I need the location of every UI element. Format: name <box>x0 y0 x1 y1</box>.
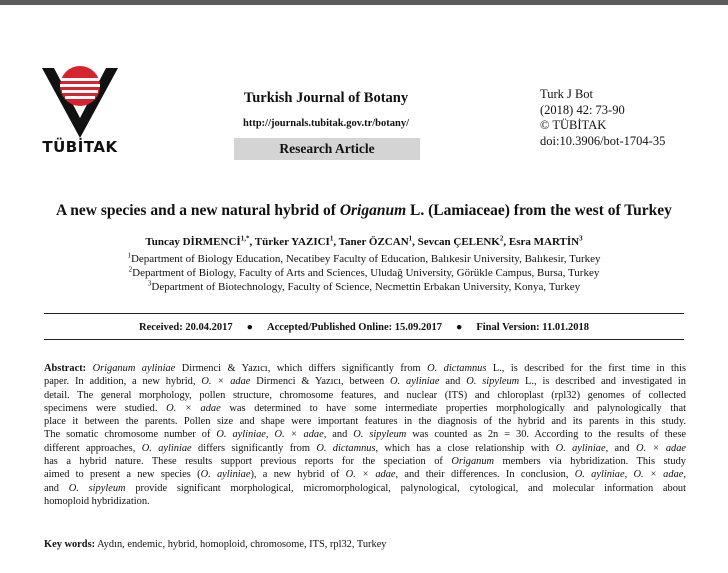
abstract-italic-run: O. dictamnus <box>316 442 376 454</box>
abstract-italic-run: O. ayliniae <box>555 442 606 454</box>
abstract-text-run: paper. In addition, a new hybrid, <box>44 376 202 388</box>
abstract-text-run: homoploid hybridization. <box>44 495 150 507</box>
abstract-text-run: different approaches, <box>44 442 142 454</box>
divider-top <box>44 313 684 314</box>
abstract-text-run: was counted as 2n = 30. According to the results of these <box>406 429 687 441</box>
affiliation <box>20 280 708 294</box>
abstract-text-run: provide significant morphological, micromorphological, palynological, cytological, and molecular information about <box>125 482 686 494</box>
affiliation <box>20 252 708 266</box>
author-affil-sup: 1,* <box>240 234 250 243</box>
abstract-italic-run: O. ayliniae <box>200 469 251 481</box>
journal-meta <box>540 87 710 149</box>
abstract-italic-run: O. × adae <box>166 402 221 414</box>
date-separator: ● <box>456 322 463 333</box>
affiliation-text: Department of Biology, Faculty of Arts and Sciences, Uludağ University, Görükle Campus, Bursa, Turkey <box>132 267 600 279</box>
abstract-italic-run: O. sipyleum <box>68 482 126 494</box>
author-name: Türker YAZICI <box>254 236 330 248</box>
abstract-text-run: ), a new hybrid of <box>250 469 346 481</box>
author-name: Tuncay DİRMENCİ <box>145 236 241 248</box>
abstract-italic-run: O. ayliniae, O. × adae <box>574 469 684 481</box>
abstract-italic-run: O. ayliniae <box>390 376 440 388</box>
abstract-italic-run: O. × adae <box>635 442 687 454</box>
abstract-text-run: Dirmenci & Yazıcı, which differs significantly from <box>175 363 428 374</box>
abstract-text-run: members via hybridization. This study <box>494 456 686 468</box>
abstract-text-run: and <box>44 482 69 494</box>
paper-title <box>20 202 708 220</box>
title-after: L. (Lamiaceae) from the west of Turkey <box>406 202 672 219</box>
abstract-line <box>44 415 686 428</box>
author-name: Sevcan ÇELENK <box>417 236 500 248</box>
abstract-line <box>44 495 686 508</box>
received-date: Received: 20.04.2017 <box>139 322 233 333</box>
logo-text: TÜBİTAK <box>42 138 118 156</box>
author-affil-sup: 1 <box>329 234 334 243</box>
author-name: Taner ÖZCAN <box>338 236 409 248</box>
abstract-text-run: has a hybrid nature. These results support previous reports for the speciation of <box>44 456 452 468</box>
abstract <box>44 362 686 508</box>
author-affil-sup: 1 <box>408 234 413 243</box>
journal-volume: (2018) 42: 73-90 <box>540 102 625 117</box>
abstract-line <box>44 455 686 468</box>
abstract-italic-run: Origanum ayliniae <box>92 363 176 374</box>
abstract-text-run: L., is described and investigated in <box>519 376 686 388</box>
abstract-line <box>44 482 686 495</box>
final-version-date: Final Version: 11.01.2018 <box>476 322 589 333</box>
abstract-line <box>44 468 686 481</box>
accepted-date: Accepted/Published Online: 15.09.2017 <box>266 322 442 333</box>
author-affil-sup: 2 <box>499 234 504 243</box>
journal-abbrev: Turk J Bot <box>540 87 594 101</box>
abstract-text-run: place it between the parents. Pollen size and shape were important features in the diagnosis of the hybrid and its parents in this study. <box>44 416 686 428</box>
tubitak-emblem-icon <box>40 64 120 138</box>
abstract-text-run: , which has a close relationship with <box>375 442 556 454</box>
abstract-italic-run: O. ayliniae <box>141 442 192 454</box>
abstract-italic-run: O. × adae <box>201 376 251 388</box>
abstract-text-run: specimens were studied. <box>44 402 167 414</box>
abstract-label: Abstract: <box>44 363 87 374</box>
keywords <box>44 539 686 550</box>
tubitak-logo <box>40 64 120 156</box>
abstract-text-run: and <box>439 376 467 388</box>
journal-doi[interactable]: doi:10.3906/bot-1704-35 <box>540 133 666 148</box>
affiliation-sup: 1 <box>127 251 131 260</box>
abstract-line <box>44 389 686 402</box>
keywords-text: Aydın, endemic, hybrid, homoploid, chromosome, ITS, rpl32, Turkey <box>95 539 387 550</box>
abstract-line <box>44 428 686 441</box>
abstract-line <box>44 362 686 375</box>
author-list: Tuncay $DİRMENCİ^{1,*}$, Türker YAZICI$^1$, Taner ÖZCAN$^1$, Sevcan ÇELENK$^2$, Esra MARTİN$^3$ <box>145 234 583 248</box>
title-genus: Origanum <box>339 202 407 219</box>
affiliation-text: Department of Biotechnology, Faculty of Science, Necmettin Erbakan University, Konya, Turkey <box>151 281 581 293</box>
abstract-text-run: , and their differences. In conclusion, <box>395 469 575 481</box>
abstract-line <box>44 375 686 388</box>
abstract-text-run: Dirmenci & Yazıcı, between <box>250 376 391 388</box>
article-type-badge: Research Article <box>234 138 420 160</box>
abstract-italic-run: O. sipyleum <box>466 376 520 388</box>
abstract-line <box>44 442 686 455</box>
top-bar <box>0 0 728 5</box>
affiliation-sup: 2 <box>128 265 133 274</box>
affiliation <box>20 266 708 280</box>
abstract-text-run: The somatic chromosome number of <box>44 429 217 441</box>
affiliation-list <box>20 252 708 294</box>
abstract-text-run: L., is described for the first time in this <box>486 363 686 374</box>
keywords-label: Key words: <box>44 539 96 550</box>
abstract-italic-run: O. × adae <box>345 469 396 481</box>
title-before: A new species and a new natural hybrid of <box>56 202 340 219</box>
abstract-italic-run: O. ayliniae, O. × adae, <box>216 429 327 441</box>
journal-copyright: © TÜBİTAK <box>540 118 607 132</box>
abstract-text-run: was determined to have some intermediate properties morphologically and palynologically that <box>220 402 686 414</box>
affiliation-text: Department of Biology Education, Necatibey Faculty of Education, Balıkesir University, Balıkesir, Turkey <box>130 253 601 265</box>
abstract-text-run: aimed to present a new species ( <box>44 469 201 481</box>
date-line <box>44 322 684 333</box>
abstract-text-run: , <box>683 469 686 481</box>
affiliation-sup: 3 <box>147 279 152 288</box>
date-separator: ● <box>246 322 253 333</box>
abstract-text-run: and <box>326 429 354 441</box>
journal-url-link[interactable]: http://journals.tubitak.gov.tr/botany/ <box>243 118 409 129</box>
author-affil-sup: 3 <box>579 234 583 243</box>
author-name: Esra MARTİN <box>508 236 580 248</box>
journal-title: Turkish Journal of Botany <box>243 90 409 106</box>
abstract-text-run: differs significantly from <box>191 442 317 454</box>
abstract-italic-run: O. sipyleum <box>353 429 407 441</box>
abstract-text-run: detail. The general morphology, pollen structure, chromosome features, and nuclear (ITS) and chloroplast (rpl32) genomes of collected <box>44 389 686 401</box>
abstract-italic-run: O. dictamnus <box>427 363 487 374</box>
abstract-italic-run: Origanum <box>451 456 495 468</box>
abstract-line <box>44 402 686 415</box>
abstract-text-run: , and <box>605 442 636 454</box>
divider-bottom <box>44 339 684 340</box>
